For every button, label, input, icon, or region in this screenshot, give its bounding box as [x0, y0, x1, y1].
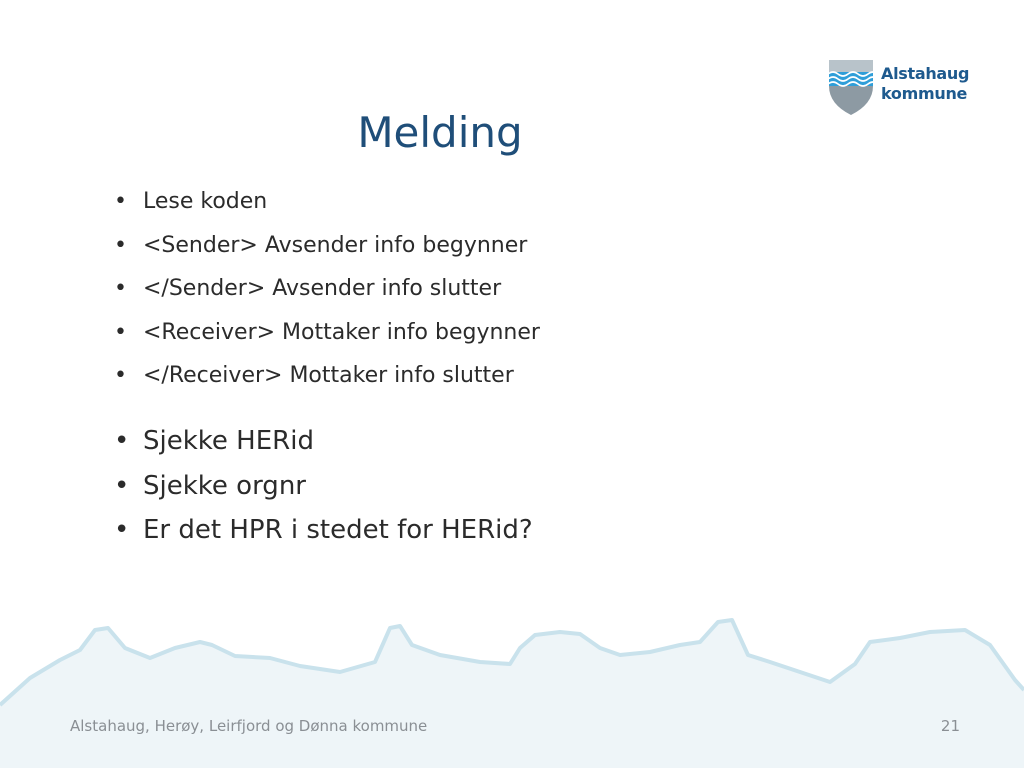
bullet-icon: • — [114, 363, 127, 388]
logo-name: Alstahaug — [881, 64, 970, 83]
bullet-icon: • — [114, 319, 127, 345]
bullet-text: </Receiver> Mottaker info slutter — [143, 363, 514, 388]
footer-text: Alstahaug, Herøy, Leirfjord og Dønna kommune — [70, 717, 428, 735]
bullet-item — [114, 229, 540, 273]
bullet-text: Sjekke HERid — [143, 426, 314, 456]
bullet-item — [114, 422, 533, 467]
bullet-text: </Sender> Avsender info slutter — [143, 276, 502, 301]
logo-subtitle: kommune — [881, 84, 968, 103]
mountain-decoration — [0, 600, 1024, 768]
bullet-text: Er det HPR i stedet for HERid? — [143, 515, 533, 545]
bullet-item — [114, 467, 533, 512]
bullet-text: Sjekke orgnr — [143, 470, 306, 501]
bullet-item — [114, 185, 540, 229]
page-number: 21 — [940, 717, 960, 735]
bullet-icon: • — [114, 470, 130, 501]
bullet-text: <Receiver> Mottaker info begynner — [143, 319, 540, 345]
bullet-text: Lese koden — [143, 189, 268, 214]
logo-text — [881, 64, 969, 104]
bullet-item — [114, 272, 540, 316]
bullet-item — [114, 359, 540, 403]
bullet-icon: • — [114, 232, 127, 258]
bullet-icon: • — [114, 515, 130, 545]
bullet-list-checks — [114, 422, 533, 556]
bullet-icon: • — [114, 189, 127, 214]
bullet-item — [114, 316, 540, 360]
bullet-icon: • — [114, 426, 130, 456]
bullet-item — [114, 511, 533, 556]
bullet-list-code — [114, 185, 540, 403]
bullet-icon: • — [114, 276, 127, 301]
slide-title: Melding — [357, 108, 523, 157]
bullet-text: <Sender> Avsender info begynner — [143, 232, 528, 258]
